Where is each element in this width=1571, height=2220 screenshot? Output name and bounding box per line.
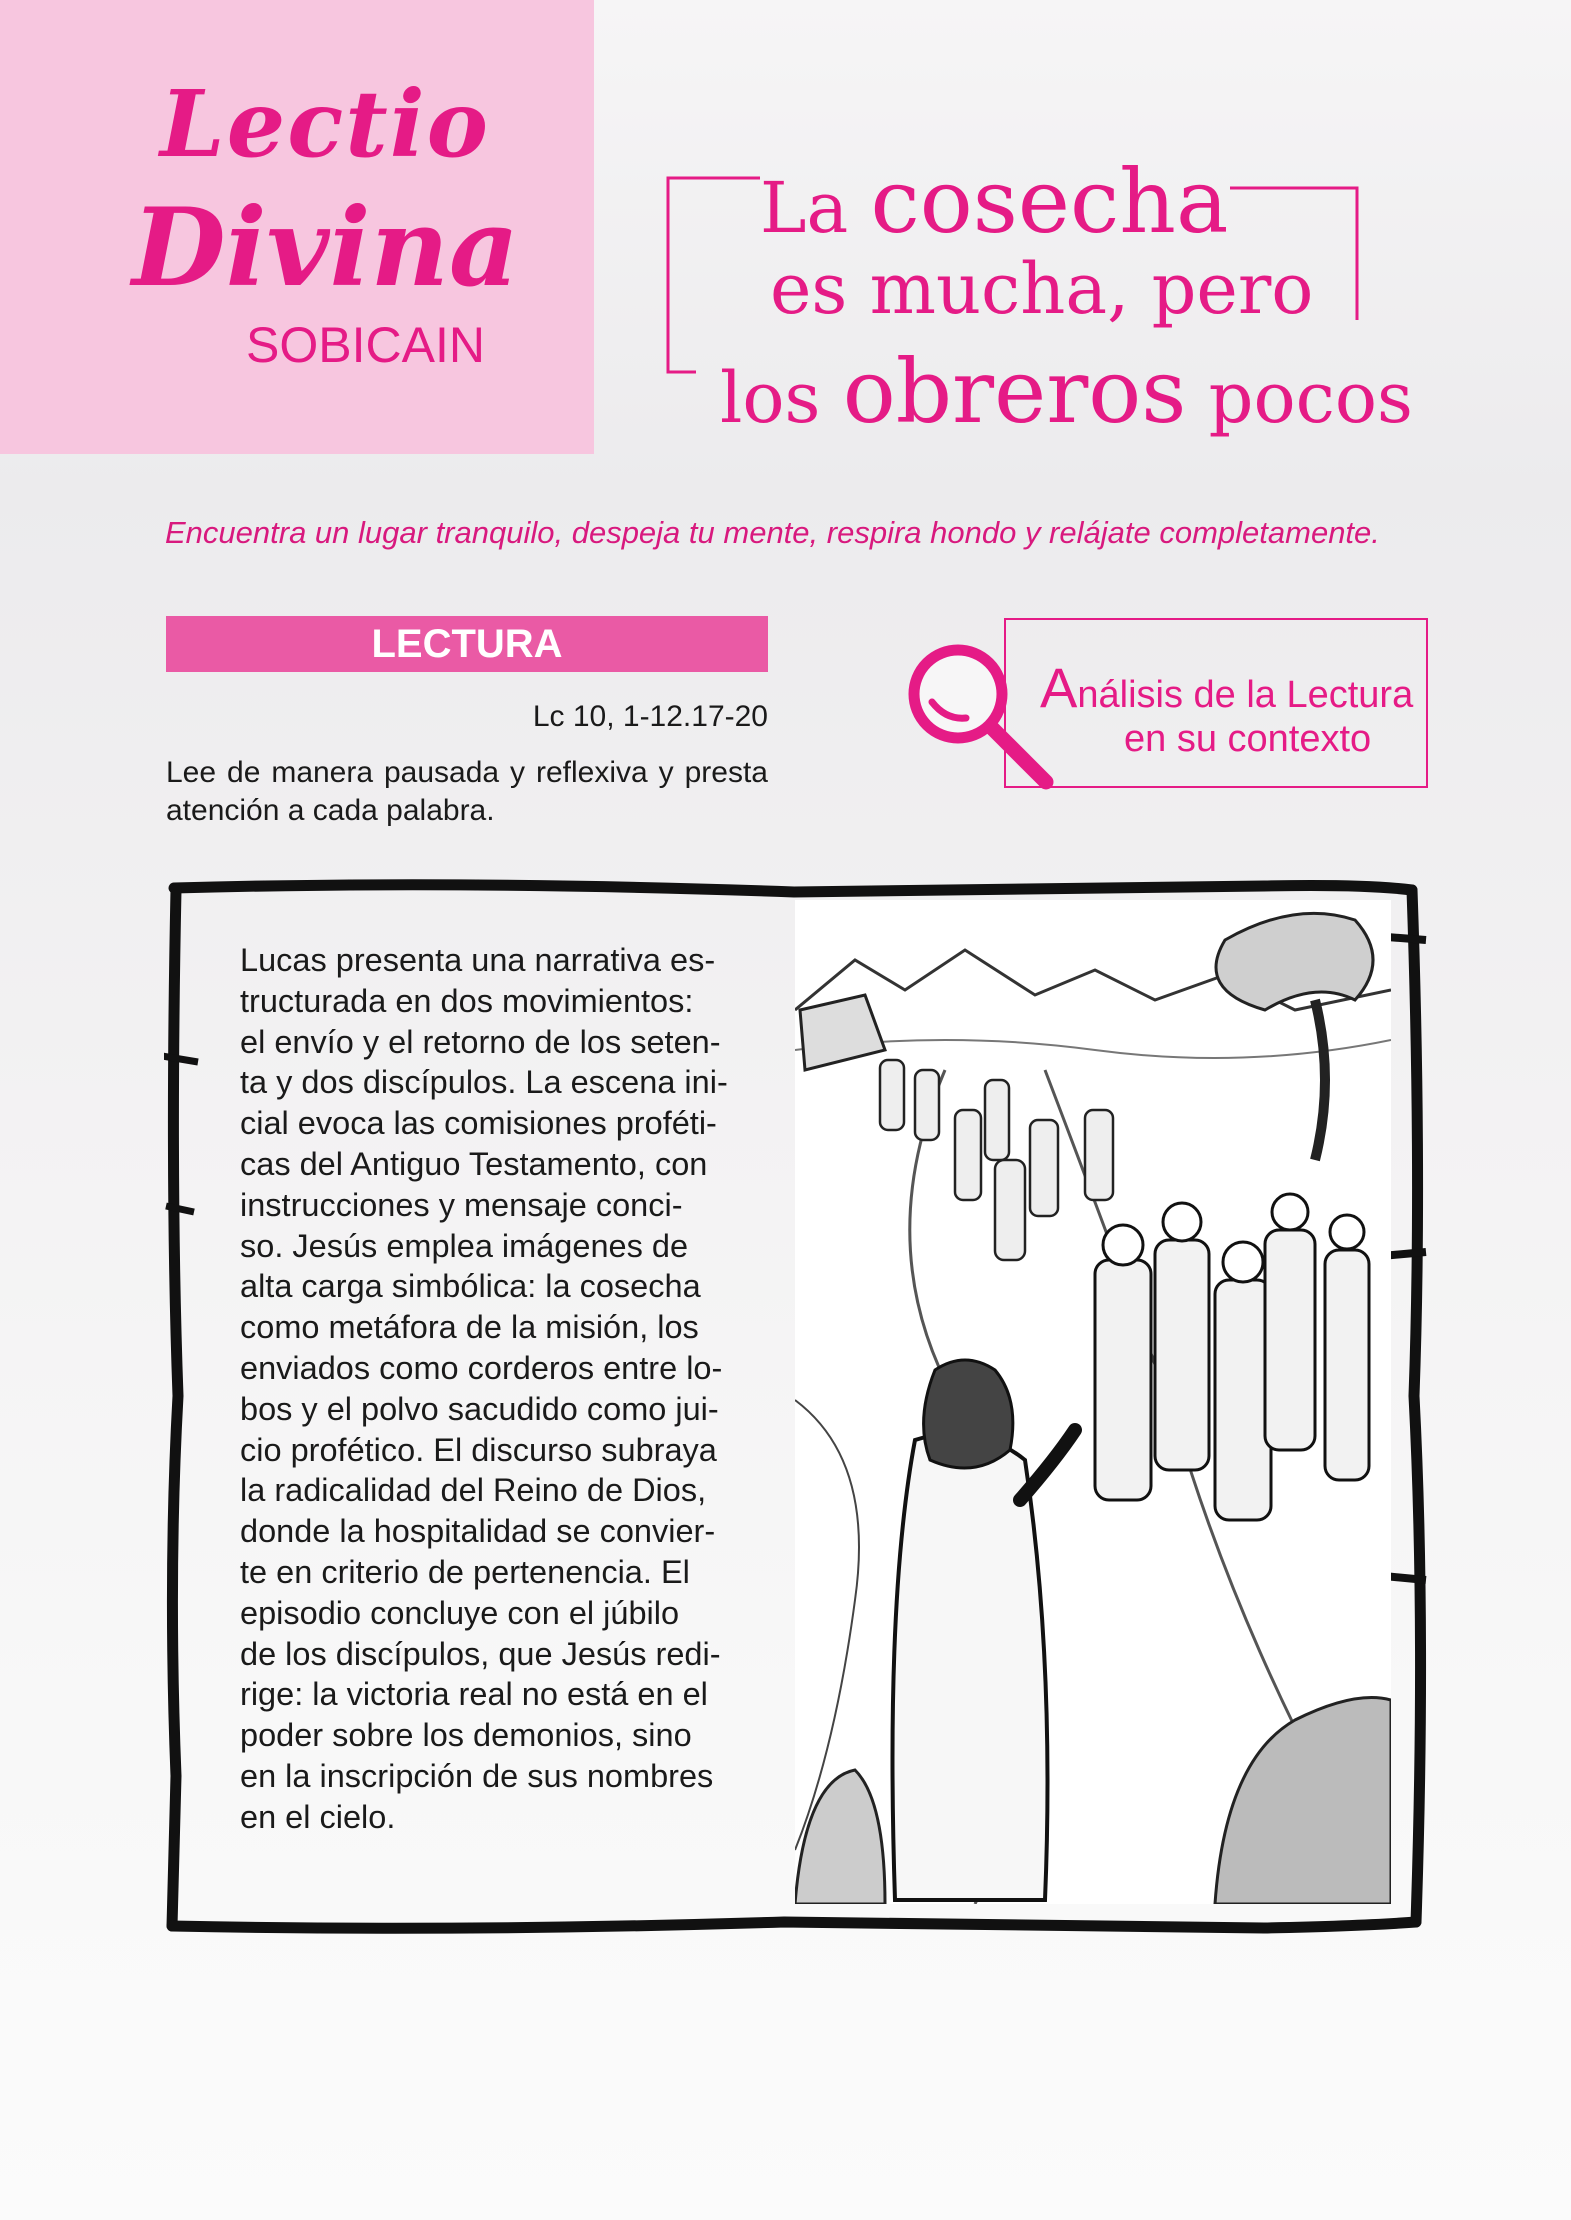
lectura-heading: LECTURA: [166, 616, 768, 672]
bible-reference: Lc 10, 1-12.17-20: [532, 700, 768, 733]
title-word-obreros: obreros: [842, 340, 1187, 443]
title-line-3: [720, 340, 1413, 443]
analysis-subtitle: en su contexto: [1124, 718, 1372, 760]
analysis-title: [1040, 655, 1413, 720]
title-word-pocos: pocos: [1208, 357, 1413, 439]
logo-lectio: Lectio: [160, 70, 491, 178]
logo-brand: SOBICAIN: [246, 317, 485, 373]
reading-instruction: Lee de manera pausada y reflexiva y presta atención a cada palabra.: [166, 756, 768, 827]
title-line-2: es mucha, pero: [770, 248, 1314, 330]
analysis-body-text: Lucas presenta una narrativa es- tructurada en dos movimientos: el envío y el retorno de los seten- ta y dos discípulos. La escena ini- cial evoca las comisiones proféti- cas del Antiguo Testamento, con instrucciones y mensaje conci- so. Jesús emplea imágenes de alta carga simbólica: la cosecha como metáfora de la misión, los enviados como corderos entre lo- bos y el polvo sacudido como jui- cio profético. El discurso subraya la radicalidad del Reino de Dios, donde la hospitalidad se convier- te en criterio de pertenencia. El episodio concluye con el júbilo de los discípulos, que Jesús redi- rige: la victoria real no está en el poder sobre los demonios, sino en la inscripción de sus nombres en el cielo.: [240, 942, 728, 1835]
analysis-title-rest: nálisis de la Lectura: [1077, 674, 1414, 716]
magnifier-icon: [900, 636, 1060, 796]
intro-text: Encuentra un lugar tranquilo, despeja tu mente, respira hondo y relájate completamente.: [165, 515, 1380, 550]
logo-panel: [0, 0, 594, 454]
analysis-title-cap: A: [1040, 656, 1078, 719]
title-word-los: los: [720, 357, 821, 439]
title-line-1: [760, 150, 1228, 253]
title-word-la: La: [760, 167, 849, 249]
logo-divina: Divina: [132, 185, 519, 311]
title-word-cosecha: cosecha: [870, 150, 1229, 253]
jesus-sending-disciples-illustration: [795, 900, 1391, 1904]
